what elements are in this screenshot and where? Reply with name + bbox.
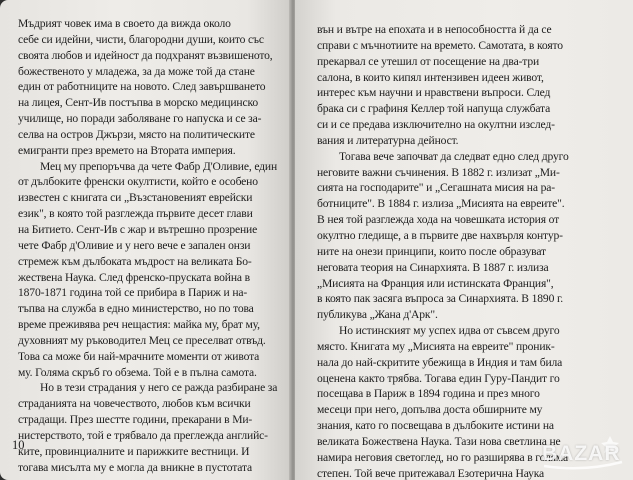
text-line: тъпва на служба в едно министерство, но по това [18,302,254,316]
text-line: нала до най-скритите убежища в Индия и там била [317,355,563,369]
text-line: страдащи. През шестте години, прекарани в Ми- [18,413,253,427]
text-line: емигранти през времето на Втората империя. [18,143,236,157]
text-line: стремеж към дълбоката мъдрост на великата Бо- [18,254,252,268]
text-line: оценена както трябва. Тогава един Гуру-Пандит го [317,371,560,385]
text-line: Мъдрият човек има в своето да вижда около [18,17,231,30]
text-line: интерес към научни и нравствени въпроси. След [317,86,551,100]
text-line: от дълбоките френски окултисти, който е особено [18,175,258,189]
text-line: неговите важни съчинения. В 1882 г. излизат „Ми- [317,165,560,179]
text-line: тогава мисълта му е могла да вникне в пустотата [18,460,253,474]
text-line: посещава в Париж в 1894 година и през много [317,387,540,401]
text-line: Но истинският му успех идва от съвсем друго [339,324,560,338]
text-line: публикува „Жана д'Арк". [317,308,438,322]
text-line: чете Фабр д'Оливие и у него вече е запален онзи [18,238,251,252]
text-line: неговата теория на Синархията. В 1887 г. излиза [317,260,549,274]
text-line: известен с книгата си „Възстановеният еврейски [18,191,253,205]
text-line: нистерството, той е трябвало да преглежда английс- [18,428,268,442]
text-line: жествена Наука. След френско-пруската война в [18,270,250,284]
text-line: своята любов и идейност да подхранят възвишеното, [18,48,273,62]
text-line: великата Божествена Наука. Тази нова светлина не [317,434,561,448]
text-line: училище, но поради заболяване го напуска и се за- [18,112,262,126]
text-line: духовният му ръководител Мец се преселват отвъд. [18,333,266,347]
text-line: знания, като го посвещава в дълбоките истини на [317,419,554,433]
text-line: на Битието. Сент-Ив с жар и вътрешно прозрение [18,222,258,236]
text-line: В нея той разглежда хода на човешката история от [317,213,560,227]
text-line: Това са може би най-мрачните моменти от живота [18,349,260,363]
text-line: в която пак засяга въпроса за Синархията. В 1890 г. [317,292,564,306]
bazar-watermark [538,432,626,472]
text-line: справи с мъчнотиите на времето. Самотата, в която [317,38,563,52]
text-line: месеци при него, допълва доста обширните му [317,403,543,417]
text-line: страданията на човечеството, любов към всички [18,397,251,411]
text-line: на лицея, Сент-Ив постъпва в морско медицинско [18,96,259,110]
text-line: вания и литературна дейност. [317,133,459,147]
page-number: 10 [12,438,25,452]
text-line: ните на онези принципи, които после образуват [317,244,546,258]
text-line: окултно гледище, а в първите две нахвърля контур- [317,228,563,242]
text-line: 1870-1871 година той се прибира в Париж и на- [18,286,248,300]
text-line: място. Книгата му „Мисията на евреите" проник- [317,339,555,353]
text-line: намира неговия светоглед, но го разширява в голяма [317,450,569,464]
text-line: сията на господарите" и „Сегашната мисия на ра- [317,181,555,195]
text-line: себе си идейни, чисти, благородни души, които със [18,32,264,46]
text-line: прекарвал се утешил от посещение на два-три [317,54,540,68]
text-line: брака си с графиня Келлер той напуща службата [317,102,551,116]
text-line: си и се предава изключително на окултни изслед- [317,118,555,132]
text-line: език", в която той разглежда първите десет глави [18,207,253,221]
text-line: вън и вътре на епохата и в непособността й да се [317,23,552,36]
right-page-text [317,22,617,480]
watermark-text: BAZAR [542,442,621,465]
text-line: ките, провинциалните и парижките вестници. И [18,444,250,458]
right-page [295,0,633,480]
text-line: му. Голяма скръб го обзема. Той е в пълна самота. [18,365,257,379]
text-line: ботниците". В 1884 г. излиза „Мисията на евреите". [317,197,565,211]
left-page [0,0,291,480]
text-line: Но в тези страдания у него се ражда разбиране за [40,381,278,395]
text-line: време преживява реч нещастия: майка му, брат му, [18,318,260,332]
text-line: селва на остров Джързи, място на политическите [18,127,255,141]
text-line: салона, в които кипял интензивен идеен живот, [317,70,544,84]
left-page-text [18,16,280,475]
text-line: „Мисията на Франция или истинската Франция", [317,276,554,290]
text-line: степен. Той вече притежавал Езотерична Наука [317,466,545,480]
text-line: божественото у младежа, за да може той да стане [18,64,255,78]
text-line: Тогава вече започват да следват едно след друго [339,149,569,163]
text-line: един от работниците на новото. След завършването [18,80,266,94]
text-line: Мец му препоръчва да чете Фабр Д'Оливие, един [40,159,278,173]
